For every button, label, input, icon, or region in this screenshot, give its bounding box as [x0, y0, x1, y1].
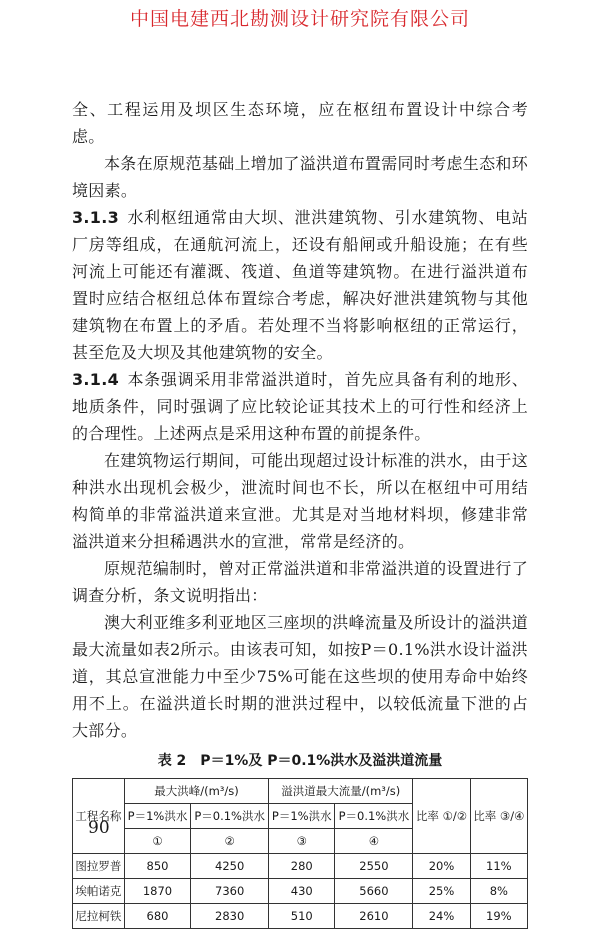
- table-cell: 8%: [470, 879, 527, 904]
- header-peak-flow: 最大洪峰/(m³/s): [124, 779, 268, 804]
- clause-number: 3.1.3: [72, 208, 120, 227]
- paragraph: 在建筑物运行期间，可能出现超过设计标准的洪水，由于这种洪水出现机会极少，泄流时间也不长，所以在枢纽中可用结构简单的非常溢洪道来宣泄。尤其是对当地材料坝，修建非常溢洪道来分担稀遇洪水的宣泄，常常是经济的。: [72, 451, 528, 551]
- header-num: ③: [269, 829, 335, 854]
- clause-text: 本条强调采用非常溢洪道时，首先应具备有利的地形、地质条件，同时强调了应比较论证其技术上的可行性和经济上的合理性。上述两点是采用这种布置的前提条件。: [72, 370, 528, 443]
- flood-flow-table: [72, 778, 528, 929]
- table-cell: 25%: [413, 879, 470, 904]
- header-spillway-flow: 溢洪道最大流量/(m³/s): [269, 779, 413, 804]
- paragraph: 澳大利亚维多利亚地区三座坝的洪峰流量及所设计的溢洪道最大流量如表2所示。由该表可知，如按P＝0.1%洪水设计溢洪道，其总宣泄能力中至少75%可能在这些坝的使用寿命中始终用不上。在溢洪道长时期的泄洪过程中，以较低流量下泄的占大部分。: [72, 613, 528, 740]
- table-cell: 2550: [335, 854, 413, 879]
- header-ratio-2: 比率 ③/④: [470, 779, 527, 854]
- table-cell: 850: [124, 854, 190, 879]
- table-row: [73, 854, 528, 879]
- table-cell: 图拉罗普: [73, 854, 125, 879]
- table-caption: 表 2 P＝1%及 P＝0.1%洪水及溢洪道流量: [157, 753, 443, 769]
- table-cell: 7360: [191, 879, 269, 904]
- table-cell: 5660: [335, 879, 413, 904]
- table-cell: 680: [124, 904, 190, 929]
- header-p01: P＝0.1%洪水: [335, 804, 413, 829]
- header-num: ②: [191, 829, 269, 854]
- table-cell: 2830: [191, 904, 269, 929]
- table-header-row: [73, 779, 528, 804]
- table-cell: 11%: [470, 854, 527, 879]
- table-cell: 24%: [413, 904, 470, 929]
- header-ratio-1: 比率 ①/②: [413, 779, 470, 854]
- table-cell: 4250: [191, 854, 269, 879]
- clause-paragraph: [72, 204, 528, 366]
- table-cell: 尼拉柯铁: [73, 904, 125, 929]
- table-cell: 430: [269, 879, 335, 904]
- paragraph: 本条在原规范基础上增加了溢洪道布置需同时考虑生态和环境因素。: [72, 154, 528, 200]
- header-p1: P＝1%洪水: [269, 804, 335, 829]
- header-num: ①: [124, 829, 190, 854]
- header-p01: P＝0.1%洪水: [191, 804, 269, 829]
- header-p1: P＝1%洪水: [124, 804, 190, 829]
- table-cell: 1870: [124, 879, 190, 904]
- page-content: [72, 96, 528, 929]
- header-project: 工程名称: [73, 779, 125, 854]
- header-num: ④: [335, 829, 413, 854]
- clause-number: 3.1.4: [72, 370, 120, 389]
- table-cell: 19%: [470, 904, 527, 929]
- paragraph: 原规范编制时，曾对正常溢洪道和非常溢洪道的设置进行了调查分析，条文说明指出：: [72, 559, 528, 605]
- table-cell: 2610: [335, 904, 413, 929]
- paragraph: 全、工程运用及坝区生态环境，应在枢纽布置设计中综合考虑。: [72, 100, 528, 146]
- clause-paragraph: [72, 366, 528, 447]
- table-cell: 280: [269, 854, 335, 879]
- company-watermark: 中国电建西北勘测设计研究院有限公司: [129, 8, 470, 30]
- table-cell: 埃帕诺克: [73, 879, 125, 904]
- table-cell: 20%: [413, 854, 470, 879]
- table-cell: 510: [269, 904, 335, 929]
- table-row: [73, 904, 528, 929]
- page-number: 90: [88, 818, 110, 838]
- clause-text: 水利枢纽通常由大坝、泄洪建筑物、引水建筑物、电站厂房等组成，在通航河流上，还设有船闸或升船设施；在有些河流上可能还有灌溉、筏道、鱼道等建筑物。在进行溢洪道布置时应结合枢纽总体布置综合考虑，解决好泄洪建筑物与其他建筑物在布置上的矛盾。若处理不当将影响枢纽的正常运行，甚至危及大坝及其他建筑物的安全。: [72, 208, 528, 362]
